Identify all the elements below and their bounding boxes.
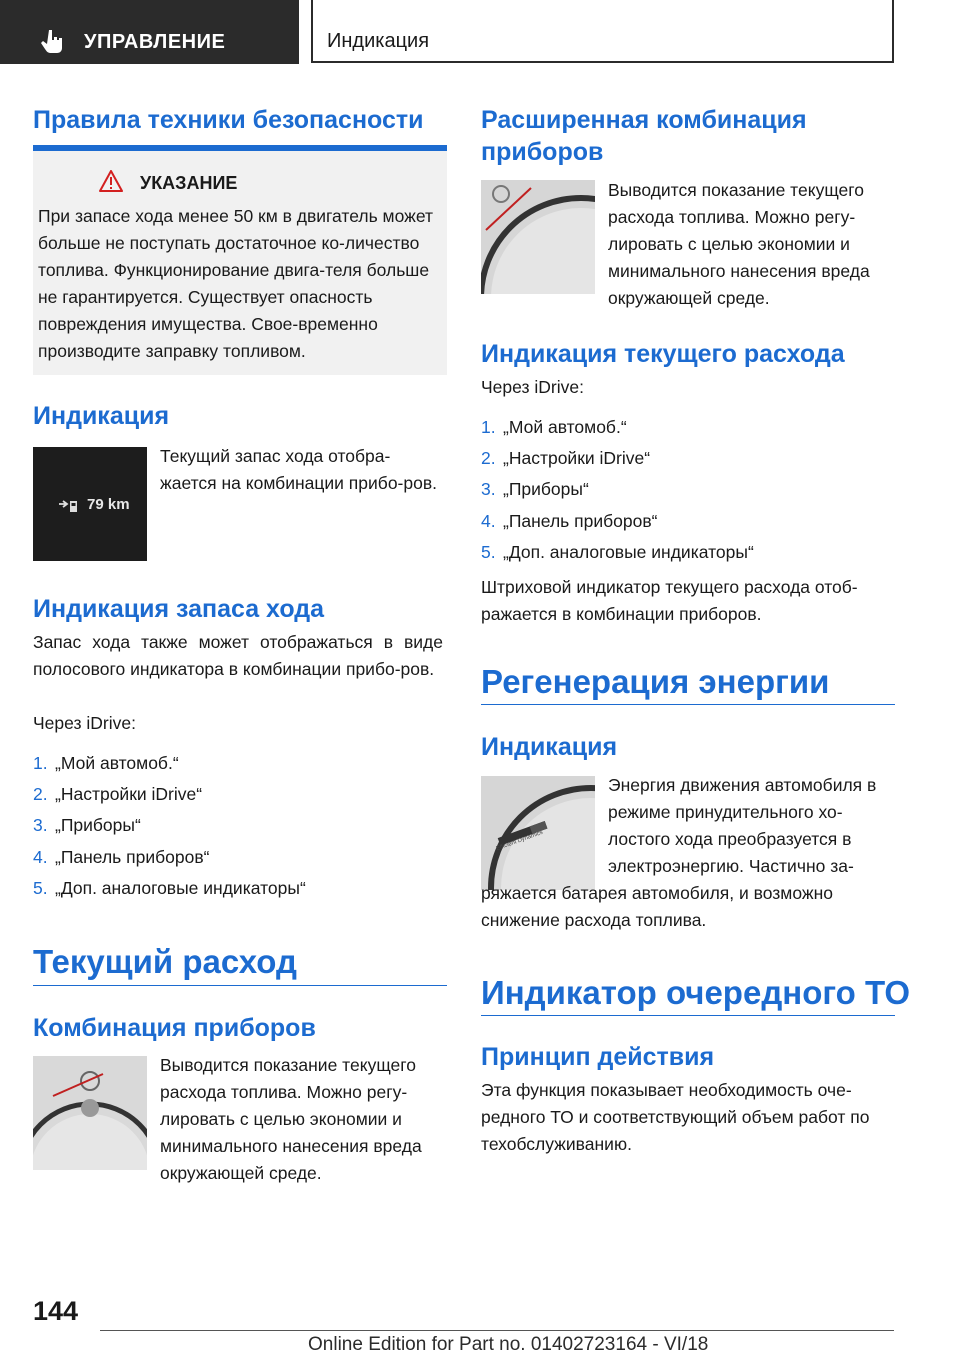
heading-current-consumption: Текущий расход (33, 943, 297, 980)
heading-regeneration: Регенерация энергии (481, 663, 830, 700)
warning-title: УКАЗАНИЕ (140, 173, 238, 193)
page-number: 144 (33, 1296, 79, 1326)
heading-extended-cluster: Расширенная комбинация приборов (481, 106, 807, 166)
warning-bar (33, 145, 447, 151)
heading-display: Индикация (33, 402, 170, 430)
extended-text: Выводится показание текущего расхода топлива. Можно регу-лировать с целью экономии и минимального нанесения вреда окружающей среде. (608, 180, 870, 308)
footer-rule (100, 1330, 894, 1331)
heading-range: Индикация запаса хода (33, 595, 325, 623)
cluster-text: Выводится показание текущего расхода топлива. Можно регу-лировать с целью экономии и минимального нанесения вреда окружающей среде. (160, 1055, 422, 1183)
page-header (0, 0, 960, 66)
heading-current-display: Индикация текущего расхода (481, 340, 845, 368)
gauge-illustration (481, 180, 595, 294)
cluster-gauge-image (33, 1056, 147, 1170)
regen-text: Энергия движения автомобиля в режиме принудительного хо-лостого хода преобразуется в электроэнергию. Частично за-ряжается батарея автомобиля, и возможно снижение расхода топлива. (481, 775, 877, 930)
section-rule (33, 985, 447, 986)
heading-service: Индикатор очередного ТО (481, 974, 910, 1011)
hand-pointer-icon (40, 28, 66, 54)
fuel-pump-icon (59, 500, 81, 514)
chapter-label: Индикация (327, 30, 430, 52)
edition-text: Online Edition for Part no. 01402723164 - VI/18 (308, 1334, 709, 1355)
bar-indicator-text: Штриховой индикатор текущего расхода отоб-ражается в комбинации приборов. (481, 577, 858, 624)
warning-triangle-icon (99, 170, 123, 192)
section-label: УПРАВЛЕНИЕ (84, 31, 226, 53)
heading-safety: Правила техники безопасности (33, 106, 424, 134)
section-rule (481, 704, 895, 705)
display-text: Текущий запас хода отобра-жается на комбинации прибо-ров. (160, 446, 438, 493)
steps-list-left: 1. „Мой автомоб.“ 2. „Настройки iDrive“ 3. „Приборы“ 4. „Панель приборов“ 5. „Доп. аналоговые индикаторы“ (33, 753, 306, 898)
warning-box (33, 145, 447, 375)
gauge-illustration (33, 1056, 147, 1170)
gauge-label: Efficient Dynamics (495, 829, 544, 853)
range-display-image (33, 447, 147, 561)
range-text: Запас хода также может отображаться в виде полосового индикатора в комбинации прибо-ров. (33, 632, 443, 679)
steps-list-right: 1. „Мой автомоб.“ 2. „Настройки iDrive“ 3. „Приборы“ 4. „Панель приборов“ 5. „Доп. аналоговые индикаторы“ (481, 417, 754, 562)
section-rule (481, 1015, 895, 1016)
section-tab[interactable] (0, 0, 299, 64)
heading-regen-display: Индикация (481, 733, 618, 761)
warning-text: При запасе хода менее 50 км в двигатель может больше не поступать достаточное ко-личество топлива. Функционирование двига-теля больше не гарантируется. Существует опасность повреждения имущества. Свое-временно производите заправку топливом. (38, 206, 433, 361)
chapter-tab[interactable] (311, 0, 894, 63)
heading-principle: Принцип действия (481, 1043, 715, 1071)
heading-cluster: Комбинация приборов (33, 1014, 316, 1042)
via-idrive-right: Через iDrive: (481, 377, 584, 397)
range-readout: 79 km (87, 496, 130, 513)
extended-gauge-image (481, 180, 595, 294)
via-idrive-left: Через iDrive: (33, 713, 136, 733)
principle-text: Эта функция показывает необходимость оче-редного ТО и соответствующий объем работ по техобслуживанию. (481, 1080, 870, 1154)
